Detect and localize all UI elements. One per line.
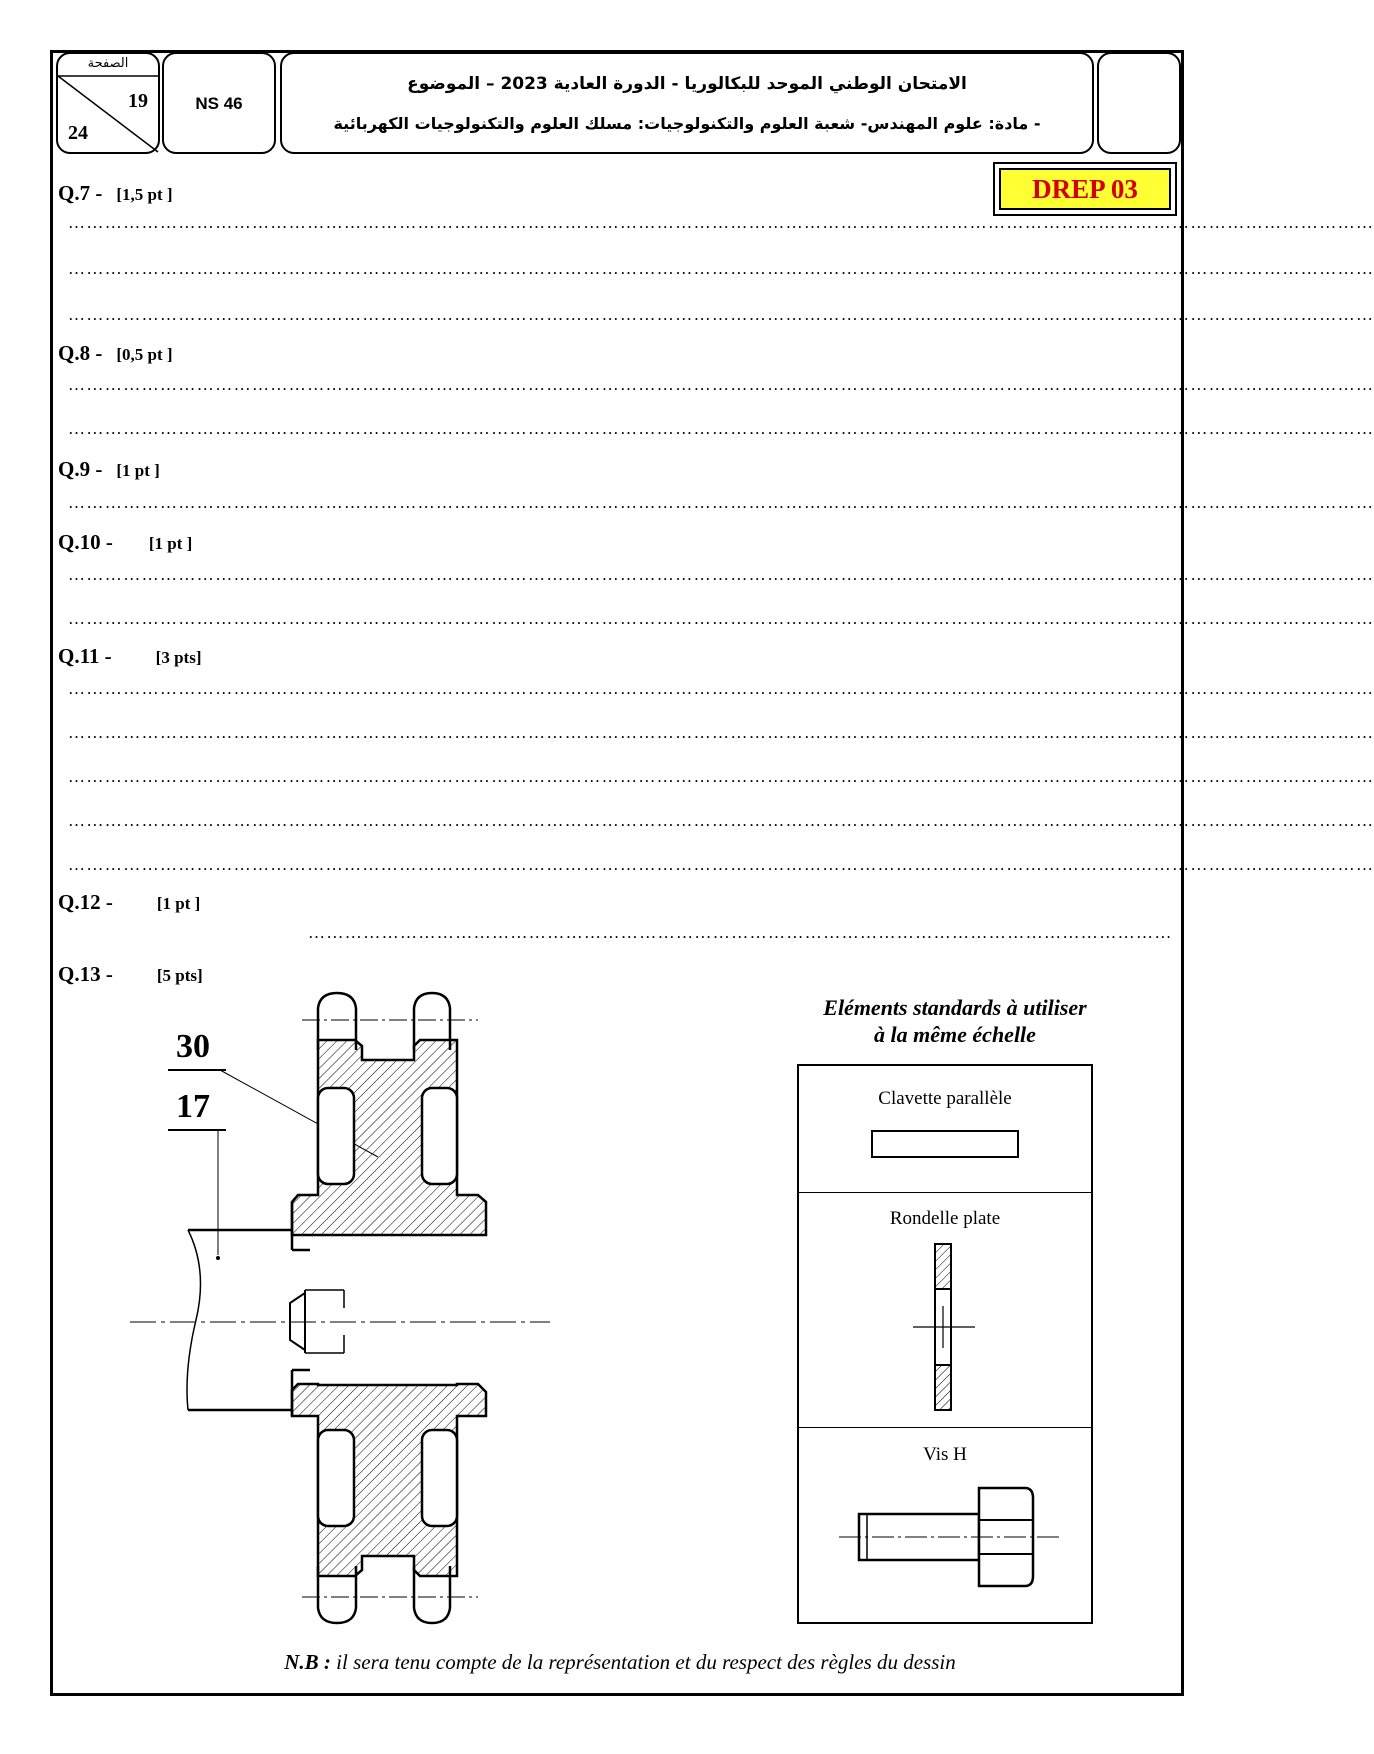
standards-title-line1: Eléments standards à utiliser	[823, 995, 1087, 1020]
note-text: il sera tenu compte de la représentation et du respect des règles du dessin	[330, 1650, 956, 1674]
question-label: Q.10 -	[58, 530, 113, 554]
exam-code-box	[162, 52, 276, 154]
exam-title-line2: - مادة: علوم المهندس- شعبة العلوم والتكنولوجيات: مسلك العلوم والتكنولوجيات الكهربائية	[333, 114, 1041, 133]
question-q11	[58, 644, 201, 669]
part-label-30: 30	[176, 1028, 210, 1065]
question-q13	[58, 962, 203, 987]
answer-line-q7-3[interactable]: ……………………………………………………………………………………………………………………………………………………………………………………………	[68, 305, 1374, 324]
flat-washer-drawing	[899, 1238, 999, 1418]
drep-badge-inner: DREP 03	[999, 168, 1171, 210]
question-label: Q.7 -	[58, 181, 103, 205]
answer-line-q12-1[interactable]: ……………………………………………………………………………………………………………………………	[308, 923, 1173, 942]
page-number-box	[56, 52, 160, 154]
drep-badge	[993, 162, 1177, 216]
standards-divider-1	[799, 1192, 1091, 1193]
answer-line-q9-1[interactable]: ……………………………………………………………………………………………………………………………………………………………………………………………	[68, 493, 1374, 512]
page-total: 24	[68, 122, 88, 144]
question-points: [3 pts]	[155, 648, 202, 667]
page-number: 19	[128, 90, 148, 112]
answer-line-q11-3[interactable]: ……………………………………………………………………………………………………………………………………………………………………………………………	[68, 767, 1374, 786]
answer-line-q11-2[interactable]: ……………………………………………………………………………………………………………………………………………………………………………………………	[68, 723, 1374, 742]
answer-line-q7-1[interactable]: ……………………………………………………………………………………………………………………………………………………………………………………………	[68, 213, 1374, 232]
answer-line-q8-1[interactable]: ……………………………………………………………………………………………………………………………………………………………………………………………	[68, 375, 1374, 394]
question-points: [0,5 pt ]	[116, 345, 173, 364]
answer-line-q10-2[interactable]: ……………………………………………………………………………………………………………………………………………………………………………………………	[68, 609, 1374, 628]
standard-item-screw-label: Vis H	[923, 1444, 967, 1465]
drawing-note	[0, 1650, 1240, 1675]
answer-line-q10-1[interactable]: ……………………………………………………………………………………………………………………………………………………………………………………………	[68, 565, 1374, 584]
question-q10	[58, 530, 192, 555]
standards-title-line2: à la même échelle	[874, 1022, 1036, 1047]
question-q9	[58, 457, 160, 482]
question-label: Q.11 -	[58, 644, 112, 668]
question-points: [1 pt ]	[148, 534, 193, 553]
note-prefix: N.B :	[284, 1650, 331, 1674]
answer-line-q8-2[interactable]: ……………………………………………………………………………………………………………………………………………………………………………………………	[68, 419, 1374, 438]
question-points: [1 pt ]	[116, 461, 160, 480]
exam-title-line1: الامتحان الوطني الموحد للبكالوريا - الدورة العادية 2023 – الموضوع	[407, 74, 967, 94]
question-q8	[58, 341, 173, 366]
question-points: [1 pt ]	[156, 894, 201, 913]
question-q7	[58, 181, 173, 206]
header-blank-box	[1097, 52, 1181, 154]
hex-screw-drawing	[839, 1480, 1069, 1600]
parallel-key-drawing	[871, 1130, 1019, 1158]
page-label: الصفحة	[87, 56, 129, 71]
question-label: Q.13 -	[58, 962, 113, 986]
standards-table	[797, 1064, 1093, 1624]
answer-line-q11-4[interactable]: ……………………………………………………………………………………………………………………………………………………………………………………………	[68, 811, 1374, 830]
question-points: [1,5 pt ]	[116, 185, 173, 204]
question-label: Q.12 -	[58, 890, 113, 914]
standard-item-washer-label: Rondelle plate	[889, 1208, 1001, 1229]
question-q12	[58, 890, 200, 915]
exam-code: NS 46	[195, 94, 243, 113]
exam-title-box	[280, 52, 1094, 154]
sprocket-drawing	[130, 990, 570, 1630]
question-points: [5 pts]	[156, 966, 203, 985]
answer-line-q11-1[interactable]: ……………………………………………………………………………………………………………………………………………………………………………………………	[68, 679, 1374, 698]
standard-item-key-label: Clavette parallèle	[878, 1088, 1012, 1109]
standards-divider-2	[799, 1427, 1091, 1428]
question-label: Q.8 -	[58, 341, 103, 365]
answer-line-q11-5[interactable]: ……………………………………………………………………………………………………………………………………………………………………………………………	[68, 855, 1374, 874]
part-label-17: 17	[176, 1088, 210, 1125]
answer-line-q7-2[interactable]: ……………………………………………………………………………………………………………………………………………………………………………………………	[68, 259, 1374, 278]
question-label: Q.9 -	[58, 457, 103, 481]
